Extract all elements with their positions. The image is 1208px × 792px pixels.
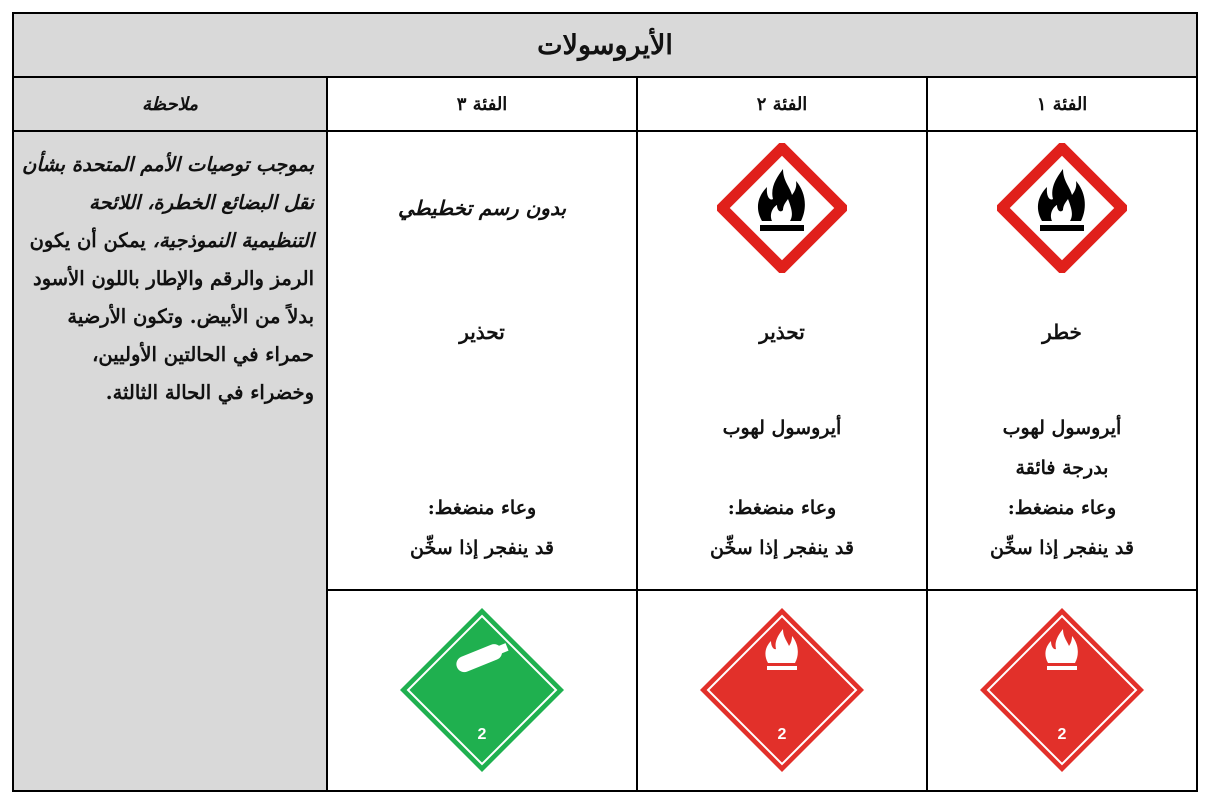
header-note: ملاحظة	[13, 77, 327, 131]
transport-class-number-2: 2	[777, 726, 787, 744]
hazard-statement-2-line2: قد ينفجر إذا سخِّن	[710, 537, 854, 560]
transport-cell-1	[927, 590, 1197, 791]
category-3-cell	[327, 131, 637, 590]
aerosols-classification-table	[12, 12, 1198, 792]
signal-word-1: خطر	[1042, 320, 1082, 345]
note-italic-text: بموجب توصيات الأمم المتحدة بشأن نقل البضائع الخطرة، اللائحة التنظيمية النموذجية،	[22, 153, 314, 253]
hazard-name-1-line2: بدرجة فائقة	[1015, 457, 1109, 480]
hazard-statement-1	[928, 488, 1196, 568]
header-category-1: الفئة ١	[927, 77, 1197, 131]
header-category-2: الفئة ٢	[637, 77, 927, 131]
note-body-text: يمكن أن يكون الرمز والرقم والإطار باللون الأسود بدلاً من الأبيض. وتكون الأرضية حمراء في الحالتين الأوليين، وخضراء في الحالة الثالثة.	[29, 229, 314, 405]
hazard-name-1	[928, 408, 1196, 488]
category-1-cell	[927, 131, 1197, 590]
note-cell	[13, 131, 327, 791]
category-2-cell	[637, 131, 927, 590]
transport-class-number-3: 2	[477, 726, 487, 744]
hazard-statement-1-line2: قد ينفجر إذا سخِّن	[990, 537, 1134, 560]
transport-cell-2	[637, 590, 927, 791]
flame-ghs-icon	[997, 143, 1127, 273]
hazard-statement-2	[638, 488, 926, 568]
no-pictogram-text: بدون رسم تخطيطي	[397, 196, 567, 221]
flame-ghs-icon	[717, 143, 847, 273]
hazard-name-2-line1: أيروسول لهوب	[722, 417, 842, 440]
flammable-gas-diamond-icon	[697, 605, 867, 775]
hazard-statement-1-line1: وعاء منضغط:	[1007, 497, 1117, 520]
signal-word-3: تحذير	[459, 320, 505, 345]
hazard-statement-3-line2: قد ينفجر إذا سخِّن	[410, 537, 554, 560]
non-flammable-gas-cylinder-diamond-icon	[397, 605, 567, 775]
flammable-gas-diamond-icon	[977, 605, 1147, 775]
hazard-statement-3	[328, 488, 636, 568]
transport-class-number-1: 2	[1057, 726, 1067, 744]
header-category-3: الفئة ٣	[327, 77, 637, 131]
hazard-name-1-line1: أيروسول لهوب	[1002, 417, 1122, 440]
table-title: الأيروسولات	[13, 13, 1197, 77]
signal-word-2: تحذير	[759, 320, 805, 345]
transport-cell-3	[327, 590, 637, 791]
hazard-name-2	[638, 408, 926, 448]
hazard-statement-3-line1: وعاء منضغط:	[427, 497, 537, 520]
hazard-statement-2-line1: وعاء منضغط:	[727, 497, 837, 520]
